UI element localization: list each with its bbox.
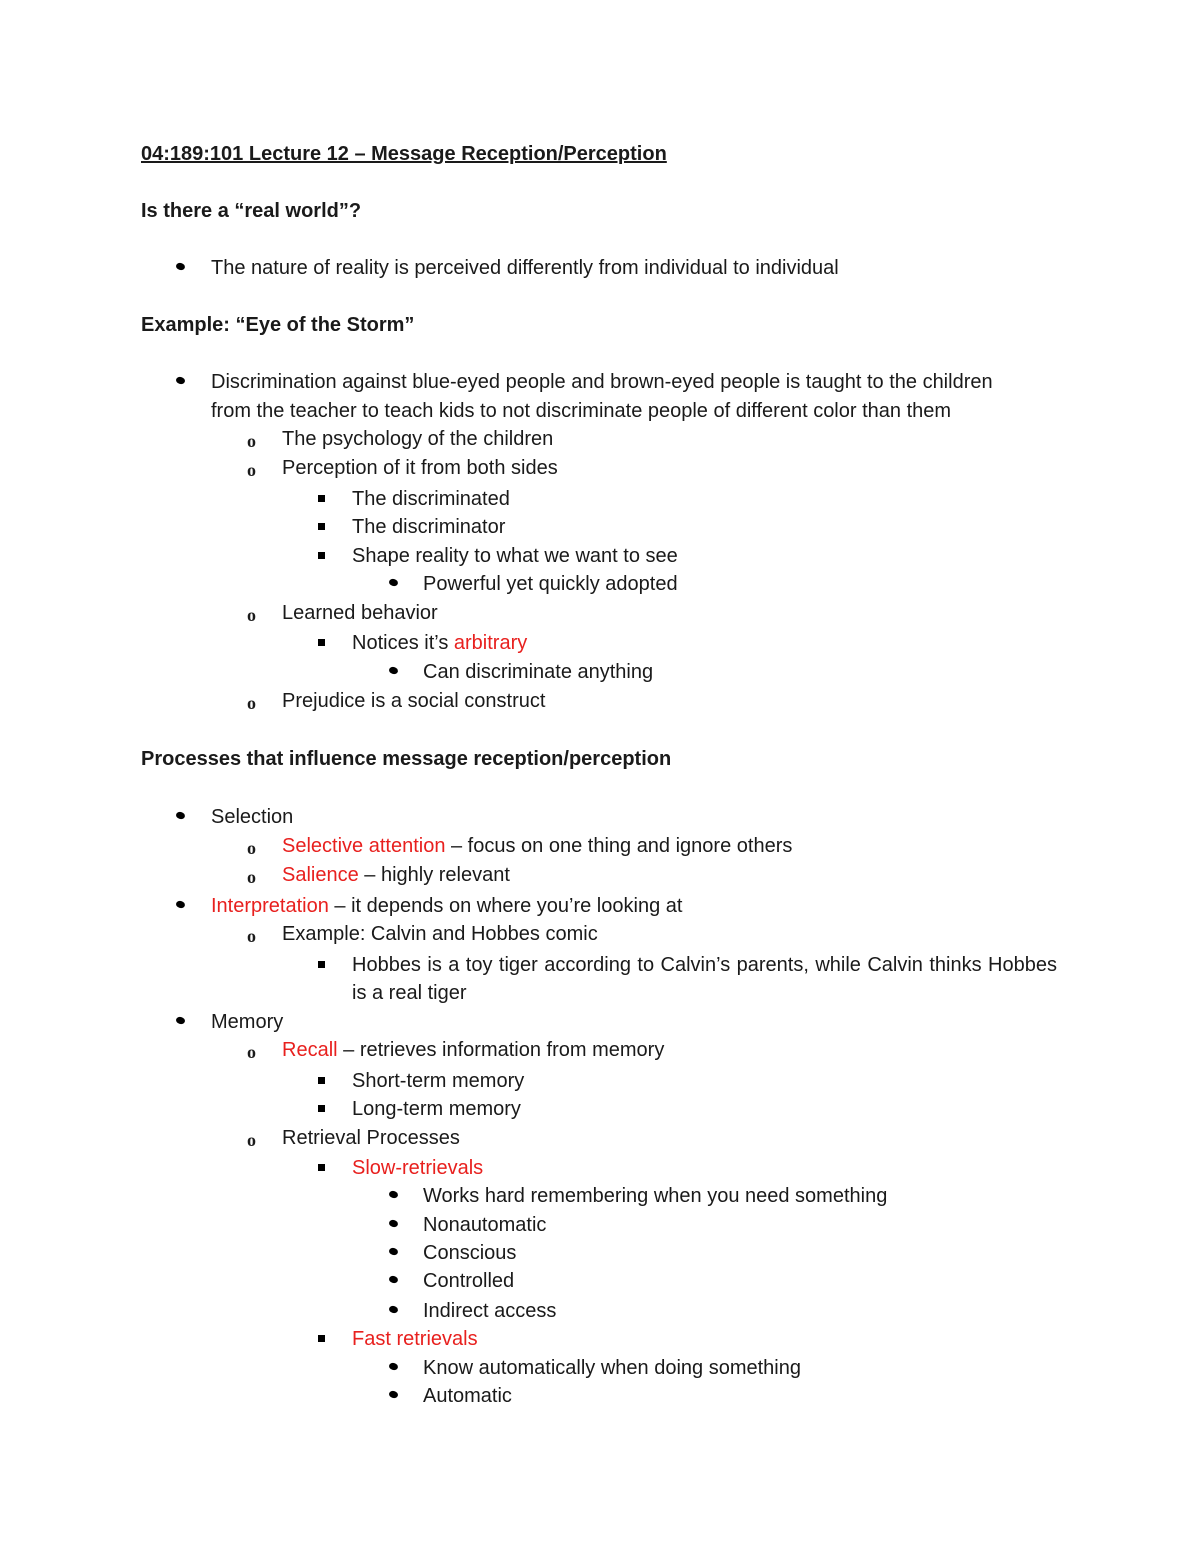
bullet-disc-icon bbox=[388, 1362, 399, 1371]
section-heading-processes: Processes that influence message reception/perception bbox=[141, 748, 672, 770]
list-item: The discriminated bbox=[352, 488, 510, 510]
list-item: Selection bbox=[211, 806, 294, 828]
bullet-disc-icon bbox=[388, 1275, 399, 1284]
page-title: 04:189:101 Lecture 12 – Message Reception/Perception bbox=[141, 143, 667, 165]
highlight-term: Slow-retrievals bbox=[352, 1157, 484, 1179]
bullet-disc-icon bbox=[388, 1219, 399, 1228]
section-heading-example: Example: “Eye of the Storm” bbox=[141, 314, 415, 336]
list-item-continuation: from the teacher to teach kids to not discriminate people of different color than them bbox=[211, 400, 952, 422]
list-item: Example: Calvin and Hobbes comic bbox=[282, 923, 598, 945]
list-item: Discrimination against blue-eyed people and brown-eyed people is taught to the children bbox=[211, 371, 993, 393]
bullet-o-icon: o bbox=[247, 1042, 256, 1062]
list-item: Long-term memory bbox=[352, 1098, 521, 1120]
highlight-term: Recall bbox=[282, 1039, 338, 1061]
bullet-disc-icon bbox=[388, 1247, 399, 1256]
list-item: Shape reality to what we want to see bbox=[352, 545, 678, 567]
highlight-term: Salience bbox=[282, 864, 359, 886]
bullet-square-icon bbox=[318, 639, 325, 646]
definition-text: – retrieves information from memory bbox=[337, 1039, 665, 1061]
list-item: Powerful yet quickly adopted bbox=[423, 573, 678, 595]
list-item: Learned behavior bbox=[282, 602, 438, 624]
bullet-o-icon: o bbox=[247, 460, 256, 480]
bullet-o-icon: o bbox=[247, 867, 256, 887]
bullet-disc-icon bbox=[388, 578, 399, 587]
definition-text: – highly relevant bbox=[358, 864, 510, 886]
list-item: Retrieval Processes bbox=[282, 1127, 460, 1149]
highlight-term: Interpretation bbox=[211, 895, 329, 917]
bullet-o-icon: o bbox=[247, 605, 256, 625]
list-item: Prejudice is a social construct bbox=[282, 690, 546, 712]
list-item: The nature of reality is perceived differently from individual to individual bbox=[211, 257, 839, 279]
list-item bbox=[211, 892, 682, 920]
list-item: Nonautomatic bbox=[423, 1214, 547, 1236]
bullet-disc-icon bbox=[388, 1390, 399, 1399]
bullet-disc-icon bbox=[175, 811, 186, 820]
list-item: The discriminator bbox=[352, 516, 506, 538]
bullet-o-icon: o bbox=[247, 926, 256, 946]
list-item: Conscious bbox=[423, 1242, 517, 1264]
bullet-square-icon bbox=[318, 1105, 325, 1112]
bullet-square-icon bbox=[318, 1077, 325, 1084]
bullet-square-icon bbox=[318, 552, 325, 559]
highlight-term: arbitrary bbox=[453, 632, 528, 654]
list-item: Memory bbox=[211, 1011, 284, 1033]
bullet-square-icon bbox=[318, 1164, 325, 1171]
section-heading-real-world: Is there a “real world”? bbox=[141, 200, 362, 222]
bullet-disc-icon bbox=[388, 1190, 399, 1199]
list-item: The psychology of the children bbox=[282, 428, 554, 450]
list-item bbox=[282, 1036, 664, 1064]
highlight-term: Fast retrievals bbox=[352, 1328, 478, 1350]
list-item: Perception of it from both sides bbox=[282, 457, 558, 479]
bullet-o-icon: o bbox=[247, 693, 256, 713]
bullet-disc-icon bbox=[175, 1016, 186, 1025]
list-item bbox=[282, 832, 792, 860]
list-item-text: Notices it’s bbox=[352, 632, 454, 654]
list-item: Short-term memory bbox=[352, 1070, 525, 1092]
list-item: Hobbes is a toy tiger according to Calvin’s parents, while Calvin thinks Hobbes is a real tiger bbox=[352, 954, 1057, 1004]
list-item bbox=[352, 629, 527, 657]
bullet-o-icon: o bbox=[247, 431, 256, 451]
list-item: Can discriminate anything bbox=[423, 661, 654, 683]
list-item: Know automatically when doing something bbox=[423, 1357, 801, 1379]
list-item: Works hard remembering when you need something bbox=[423, 1185, 888, 1207]
bullet-disc-icon bbox=[388, 666, 399, 675]
bullet-disc-icon bbox=[175, 376, 186, 385]
bullet-o-icon: o bbox=[247, 838, 256, 858]
bullet-disc-icon bbox=[388, 1305, 399, 1314]
definition-text: – it depends on where you’re looking at bbox=[328, 895, 683, 917]
bullet-disc-icon bbox=[175, 262, 186, 271]
bullet-square-icon bbox=[318, 523, 325, 530]
list-item: Automatic bbox=[423, 1385, 512, 1407]
list-item: Controlled bbox=[423, 1270, 515, 1292]
list-item: Indirect access bbox=[423, 1300, 557, 1322]
bullet-square-icon bbox=[318, 961, 325, 968]
bullet-square-icon bbox=[318, 495, 325, 502]
definition-text: – focus on one thing and ignore others bbox=[445, 835, 793, 857]
highlight-term: Selective attention bbox=[282, 835, 446, 857]
list-item bbox=[282, 861, 510, 889]
bullet-square-icon bbox=[318, 1335, 325, 1342]
bullet-disc-icon bbox=[175, 900, 186, 909]
bullet-o-icon: o bbox=[247, 1130, 256, 1150]
